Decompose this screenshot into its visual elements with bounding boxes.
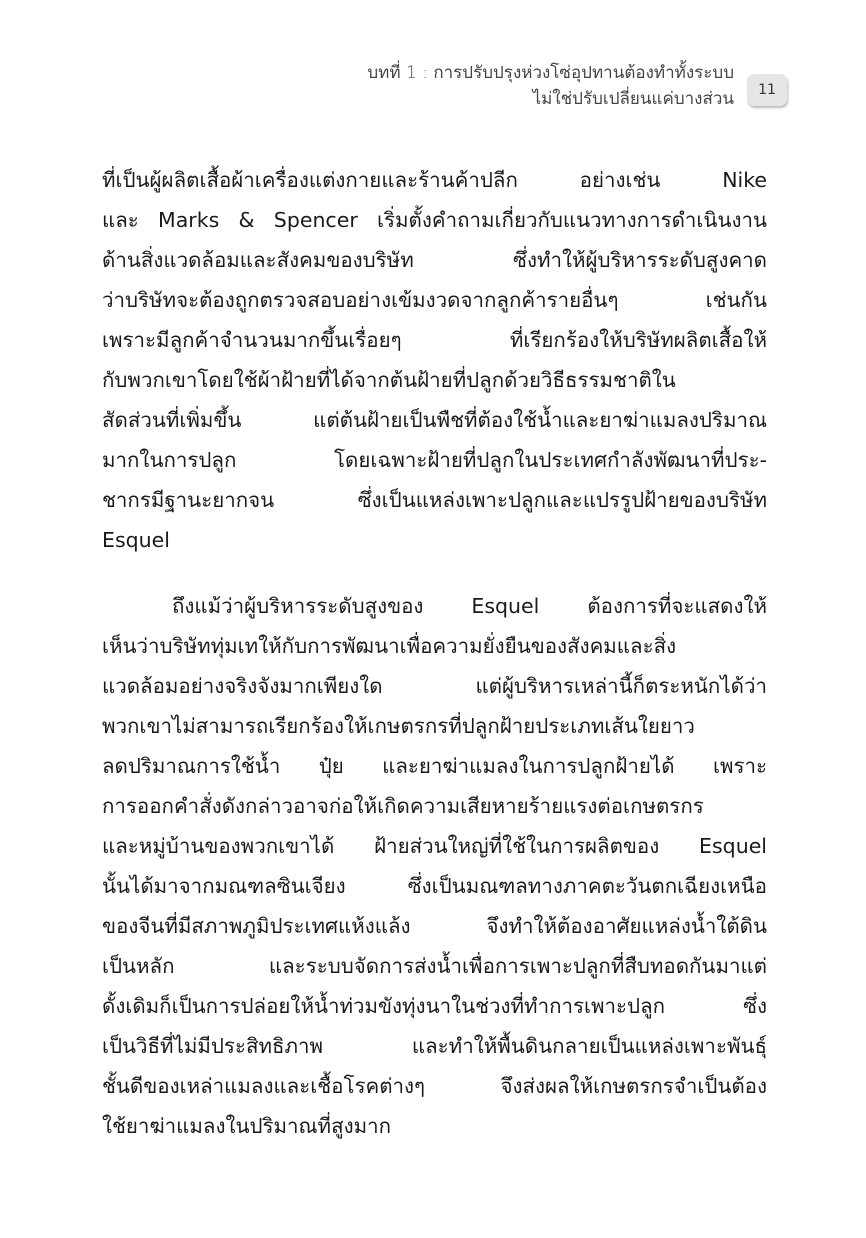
text-line: เป็นหลัก และระบบจัดการส่งน้ำเพื่อการเพาะปลูกที่สืบทอดกันมาแต่ <box>102 954 767 978</box>
text-line: ลดปริมาณการใช้น้ำ ปุ๋ย และยาฆ่าแมลงในการปลูกฝ้ายได้ เพราะ <box>102 754 767 778</box>
text-line: ใช้ยาฆ่าแมลงในปริมาณที่สูงมาก <box>102 1114 392 1138</box>
text-line: ถึงแม้ว่าผู้บริหารระดับสูงของ Esquel ต้องการที่จะแสดงให้ <box>172 594 767 618</box>
running-header <box>367 60 734 112</box>
paragraph <box>102 160 767 560</box>
text-line: เป็นวิธีที่ไม่มีประสิทธิภาพ และทำให้พื้นดินกลายเป็นแหล่งเพาะพันธุ์ <box>102 1034 767 1058</box>
text-line: ชั้นดีของเหล่าแมลงและเชื้อโรคต่างๆ จึงส่งผลให้เกษตรกรจำเป็นต้อง <box>102 1074 767 1098</box>
text-line: สัดส่วนที่เพิ่มขึ้น แต่ต้นฝ้ายเป็นพืชที่ต้องใช้น้ำและยาฆ่าแมลงปริมาณ <box>102 408 767 432</box>
text-line: นั้นได้มาจากมณฑลซินเจียง ซึ่งเป็นมณฑลทางภาคตะวันตกเฉียงเหนือ <box>102 874 767 898</box>
text-line: เห็นว่าบริษัททุ่มเทให้กับการพัฒนาเพื่อความยั่งยืนของสังคมและสิ่ง <box>102 634 677 658</box>
body-text <box>102 160 767 1146</box>
text-line: พวกเขาไม่สามารถเรียกร้องให้เกษตรกรที่ปลูกฝ้ายประเภทเส้นใยยาว <box>102 714 695 738</box>
text-line: ดั้งเดิมก็เป็นการปล่อยให้น้ำท่วมขังทุ่งนาในช่วงที่ทำการเพาะปลูก ซึ่ง <box>102 994 767 1018</box>
text-line: กับพวกเขาโดยใช้ผ้าฝ้ายที่ได้จากต้นฝ้ายที่ปลูกด้วยวิธีธรรมชาติใน <box>102 368 676 392</box>
text-line: และ Marks & Spencer เริ่มตั้งคำถามเกี่ยวกับแนวทางการดำเนินงาน <box>102 208 767 232</box>
text-line: Esquel <box>102 528 170 552</box>
text-line: การออกคำสั่งดังกล่าวอาจก่อให้เกิดความเสียหายร้ายแรงต่อเกษตรกร <box>102 794 704 818</box>
text-line: ด้านสิ่งแวดล้อมและสังคมของบริษัท ซึ่งทำให้ผู้บริหารระดับสูงคาด <box>102 248 767 272</box>
paragraph <box>102 586 767 1146</box>
text-line: และหมู่บ้านของพวกเขาได้ ฝ้ายส่วนใหญ่ที่ใช้ในการผลิตของ Esquel <box>102 834 767 858</box>
paragraph-gap <box>102 560 767 586</box>
chapter-subtitle: ไม่ใช่ปรับเปลี่ยนแค่บางส่วน <box>532 89 734 109</box>
text-line: ชากรมีฐานะยากจน ซึ่งเป็นแหล่งเพาะปลูกและแปรรูปฝ้ายของบริษัท <box>102 488 767 512</box>
text-line: ที่เป็นผู้ผลิตเสื้อผ้าเครื่องแต่งกายและร้านค้าปลีก อย่างเช่น Nike <box>102 168 767 192</box>
page-number: 11 <box>747 74 787 106</box>
chapter-title: บทที่ 1 : การปรับปรุงห่วงโซ่อุปทานต้องทำทั้งระบบ <box>367 63 734 83</box>
text-line: ของจีนที่มีสภาพภูมิประเทศแห้งแล้ง จึงทำให้ต้องอาศัยแหล่งน้ำใต้ดิน <box>102 914 767 938</box>
text-line: มากในการปลูก โดยเฉพาะฝ้ายที่ปลูกในประเทศกำลังพัฒนาที่ประ- <box>102 448 767 472</box>
text-line: เพราะมีลูกค้าจำนวนมากขึ้นเรื่อยๆ ที่เรียกร้องให้บริษัทผลิตเสื้อให้ <box>102 328 767 352</box>
text-line: ว่าบริษัทจะต้องถูกตรวจสอบอย่างเข้มงวดจากลูกค้ารายอื่นๆ เช่นกัน <box>102 288 767 312</box>
text-line: แวดล้อมอย่างจริงจังมากเพียงใด แต่ผู้บริหารเหล่านี้ก็ตระหนักได้ว่า <box>102 674 767 698</box>
